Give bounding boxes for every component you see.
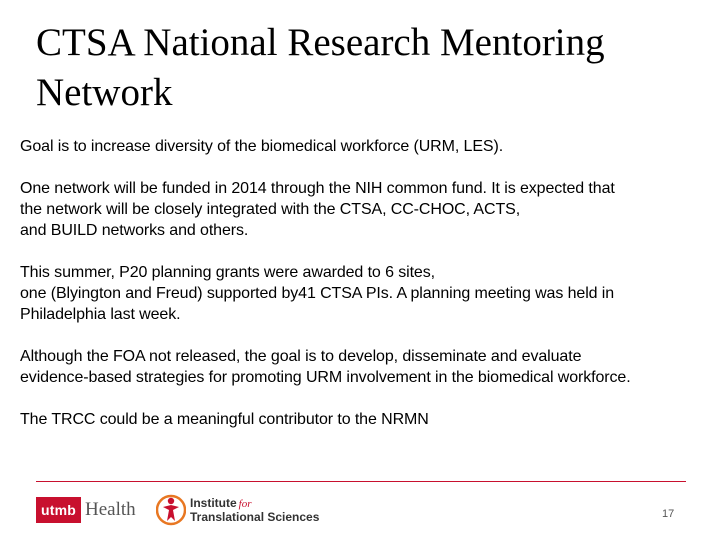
paragraph-funding: One network will be funded in 2014 through the NIH common fund. It is expected that the network will be closely integrated with the CTSA, CC-CHOC, ACTS, and BUILD networks and others. xyxy=(20,180,615,239)
slide-body xyxy=(20,136,720,451)
utmb-health-logo xyxy=(36,497,136,523)
paragraph-goal: Goal is to increase diversity of the biomedical workforce (URM, LES). xyxy=(20,138,504,155)
paragraph-foa: Although the FOA not released, the goal is to develop, disseminate and evaluate evidence-based strategies for promoting URM involvement in the biomedical workforce. xyxy=(20,348,631,386)
utmb-logo-mark: utmb xyxy=(36,497,81,523)
its-logo-text-line2: Translational Sciences xyxy=(190,509,320,524)
footer-divider xyxy=(36,481,686,482)
utmb-logo-health: Health xyxy=(85,499,136,520)
paragraph-trcc: The TRCC could be a meaningful contributor to the NRMN xyxy=(20,411,429,428)
page-number: 17 xyxy=(662,508,675,520)
slide-title: CTSA National Research Mentoring Network xyxy=(36,21,605,114)
its-figure-icon xyxy=(156,493,186,527)
its-logo-text-line1: Institute for xyxy=(190,495,252,510)
its-logo-for: for xyxy=(238,497,252,510)
paragraph-planning-grants: This summer, P20 planning grants were awarded to 6 sites, one (Blyington and Freud) supported by41 CTSA PIs. A planning meeting was held in Philadelphia last week. xyxy=(20,264,615,323)
its-logo xyxy=(156,493,319,527)
